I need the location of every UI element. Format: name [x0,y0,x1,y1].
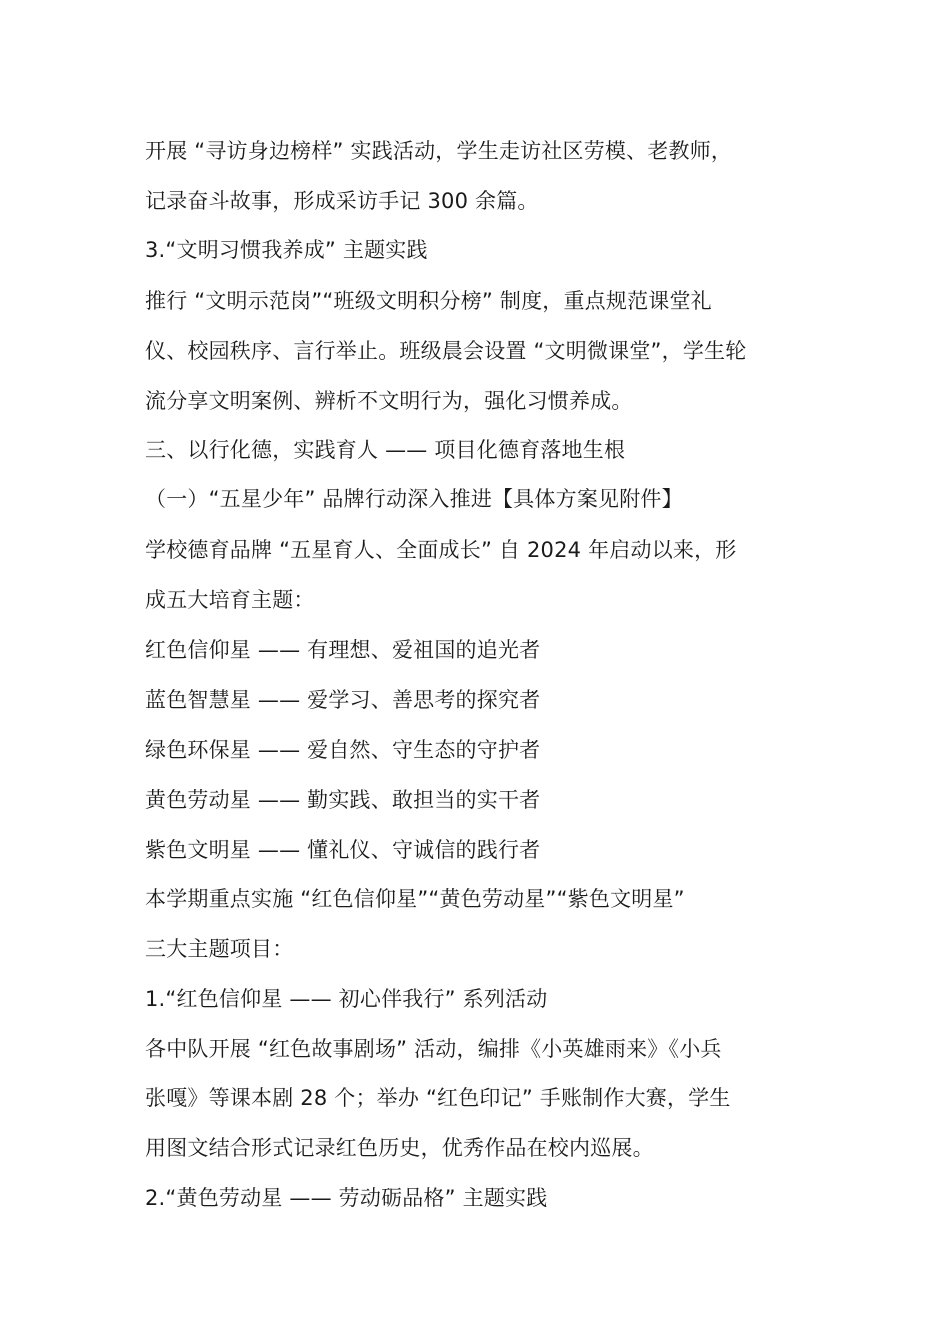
text-line: 推行 “文明示范岗”“班级文明积分榜” 制度，重点规范课堂礼 [145,289,712,313]
list-item: 蓝色智慧星 —— 爱学习、善思考的探究者 [145,688,541,712]
list-item: 绿色环保星 —— 爱自然、守生态的守护者 [145,738,541,762]
section-heading: 3.“文明习惯我养成” 主题实践 [145,238,428,262]
text-line: 各中队开展 “红色故事剧场” 活动，编排《小英雄雨来》《小兵 [145,1037,722,1061]
text-line: 张嘎》等课本剧 28 个；举办 “红色印记” 手账制作大赛，学生 [145,1086,731,1110]
text-line: 三大主题项目： [145,937,294,961]
list-item: 红色信仰星 —— 有理想、爱祖国的追光者 [145,638,541,662]
section-heading: 2.“黄色劳动星 —— 劳动砺品格” 主题实践 [145,1186,548,1210]
text-line: 流分享文明案例、辨析不文明行为，强化习惯养成。 [145,389,633,413]
text-line: 成五大培育主题： [145,588,315,612]
subsection-heading: （一）“五星少年” 品牌行动深入推进【具体方案见附件】 [145,487,683,511]
text-line: 开展 “寻访身边榜样” 实践活动，学生走访社区劳模、老教师， [145,139,733,163]
chapter-heading: 三、以行化德，实践育人 —— 项目化德育落地生根 [145,438,626,462]
text-line: 本学期重点实施 “红色信仰星”“黄色劳动星”“紫色文明星” [145,887,685,911]
text-line: 记录奋斗故事，形成采访手记 300 余篇。 [145,189,539,213]
section-heading: 1.“红色信仰星 —— 初心伴我行” 系列活动 [145,987,548,1011]
text-line: 仪、校园秩序、言行举止。班级晨会设置 “文明微课堂”，学生轮 [145,339,747,363]
text-line: 用图文结合形式记录红色历史，优秀作品在校内巡展。 [145,1136,654,1160]
list-item: 紫色文明星 —— 懂礼仪、守诚信的践行者 [145,838,541,862]
text-line: 学校德育品牌 “五星育人、全面成长” 自 2024 年启动以来，形 [145,538,737,562]
list-item: 黄色劳动星 —— 勤实践、敢担当的实干者 [145,788,541,812]
